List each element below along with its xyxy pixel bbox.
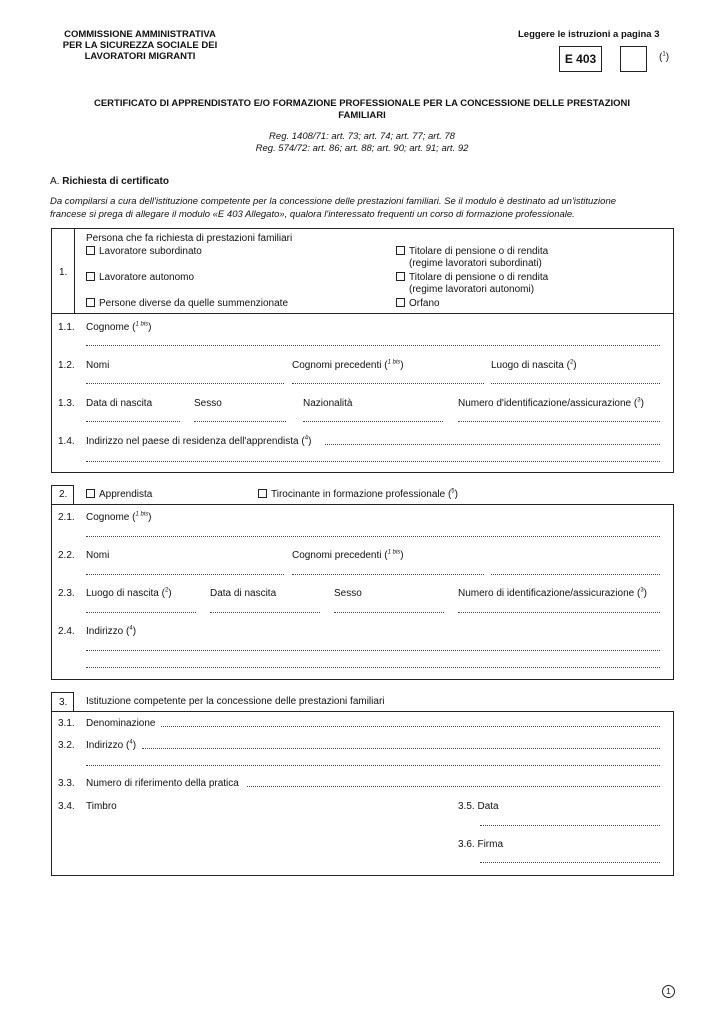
option-self-employed[interactable]	[86, 272, 194, 283]
sup: 1	[662, 51, 666, 58]
date-field[interactable]	[480, 825, 660, 826]
institution-address-field-2[interactable]	[86, 765, 660, 766]
file-reference-label: Numero di riferimento della pratica	[86, 778, 239, 789]
option-label: Persone diverse da quelle summenzionate	[99, 298, 288, 309]
option-trainee[interactable]: Tirocinante in formazione professionale ($^5$)	[258, 489, 458, 500]
label-text: Indirizzo nel paese di residenza dell'apprendista (	[86, 436, 305, 447]
sup: 4	[129, 625, 133, 632]
option-label: Titolare di pensione o di rendita	[409, 246, 549, 257]
section-2-number: 2.	[59, 489, 68, 500]
id-number-field[interactable]	[458, 421, 660, 422]
checkbox[interactable]	[86, 272, 95, 281]
apprentice-id-number-label: Numero di identificazione/assicurazione ($^3$)	[458, 587, 647, 599]
sup: 5	[451, 488, 455, 495]
org-line: PER LA SICUREZZA SOCIALE DEI	[62, 40, 218, 51]
sex-label: Sesso	[194, 398, 222, 409]
checkbox[interactable]	[86, 246, 95, 255]
date-label	[458, 801, 499, 812]
sex-field[interactable]	[194, 421, 286, 422]
section-1-heading: Persona che fa richiesta di prestazioni familiari	[86, 233, 293, 244]
form-code-box	[559, 46, 602, 72]
field-number: 2.3.	[58, 588, 75, 599]
previous-surnames-label: Cognomi precedenti ($^{1 bis}$)	[292, 359, 404, 371]
checkbox[interactable]	[396, 272, 405, 281]
label-text: Numero di identificazione/assicurazione (	[458, 588, 641, 599]
option-label: Apprendista	[99, 489, 153, 500]
page-number	[662, 985, 675, 998]
option-label: Orfano	[409, 298, 440, 309]
instructions-note: Leggere le istruzioni a pagina 3	[518, 29, 660, 40]
checkbox[interactable]	[396, 298, 405, 307]
section-a-heading	[50, 176, 169, 187]
footnote-ref: ($^1$)	[659, 51, 670, 63]
file-reference-field[interactable]	[247, 786, 660, 787]
option-label: Tirocinante in formazione professionale (	[271, 489, 452, 500]
apprentice-birthdate-field[interactable]	[210, 612, 320, 613]
form-extra-box[interactable]	[620, 46, 647, 72]
signature-label	[458, 839, 503, 850]
label-text: Indirizzo (	[86, 740, 130, 751]
residence-address-field[interactable]	[325, 444, 660, 445]
label-text: Cognomi precedenti (	[292, 360, 388, 371]
option-employee[interactable]	[86, 246, 202, 257]
apprentice-previous-surnames-label: Cognomi precedenti ($^{1 bis}$)	[292, 549, 404, 561]
label-text: Firma	[477, 839, 504, 850]
apprentice-surname-label: Cognome ($^{1 bis}$)	[86, 511, 152, 523]
label-text: Cognome (	[86, 512, 136, 523]
apprentice-address-field-2[interactable]	[86, 667, 660, 668]
page-number-text: 1	[666, 987, 671, 996]
institution-name-label: Denominazione	[86, 718, 156, 729]
field-number: 2.2.	[58, 550, 75, 561]
birthplace-label: Luogo di nascita ($^2$)	[491, 359, 577, 371]
regulations	[40, 131, 684, 155]
regulation-line: Reg. 1408/71: art. 73; art. 74; art. 77; art. 78	[269, 131, 455, 142]
option-orphan[interactable]	[396, 298, 440, 309]
names-field[interactable]	[86, 383, 284, 384]
title-line: FAMILIARI	[338, 110, 386, 121]
apprentice-address-field[interactable]	[86, 650, 660, 651]
sup: 1 bis	[135, 321, 149, 328]
birthplace-field[interactable]	[491, 383, 660, 384]
section-prefix: A.	[50, 176, 60, 187]
apprentice-sex-label: Sesso	[334, 588, 362, 599]
label-text: Data	[477, 801, 499, 812]
apprentice-names-field[interactable]	[86, 574, 284, 575]
option-apprentice[interactable]	[86, 489, 152, 500]
residence-address-label: Indirizzo nel paese di residenza dell'apprendista ($^4$)	[86, 435, 312, 447]
section-3-heading: Istituzione competente per la concessione delle prestazioni familiari	[86, 696, 385, 707]
apprentice-surname-field[interactable]	[86, 536, 660, 537]
org-name	[40, 29, 240, 62]
institution-address-field[interactable]	[142, 748, 660, 749]
birthdate-label: Data di nascita	[86, 398, 153, 409]
apprentice-sex-field[interactable]	[334, 612, 444, 613]
section-1-number: 1.	[59, 267, 68, 278]
field-number: 3.5.	[458, 801, 475, 812]
option-label: (regime lavoratori autonomi)	[409, 284, 535, 295]
document-title	[40, 98, 684, 122]
sup: 4	[304, 435, 309, 442]
label-text: Indirizzo (	[86, 626, 130, 637]
title-line: CERTIFICATO DI APPRENDISTATO E/O FORMAZIONE PROFESSIONALE PER LA CONCESSIONE DELLE PRESTAZIONI	[93, 98, 631, 109]
apprentice-birthplace-field[interactable]	[86, 612, 196, 613]
apprentice-birthplace-label: Luogo di nascita ($^2$)	[86, 587, 172, 599]
label-text: Cognomi precedenti (	[292, 550, 388, 561]
label-text: Cognome (	[86, 322, 136, 333]
checkbox[interactable]	[86, 489, 95, 498]
institution-address-label: Indirizzo ($^4$)	[86, 739, 137, 751]
intro-line: Da compilarsi a cura dell'istituzione competente per la concessione delle prestazioni familiari. Se il modulo è destinato ad un'istituzione	[50, 196, 617, 207]
checkbox[interactable]	[86, 298, 95, 307]
sup: 1 bis	[135, 511, 149, 518]
apprentice-address-label: Indirizzo ($^4$)	[86, 625, 137, 637]
sup: 3	[637, 397, 641, 404]
option-label: Titolare di pensione o di rendita	[409, 272, 549, 283]
intro-line: francese si prega di allegare il modulo «E 403 Allegato», qualora l'interessato frequenti un corso di formazione professionale.	[50, 209, 575, 220]
sup: 2	[569, 359, 574, 366]
section-1-divider	[74, 228, 75, 313]
field-number: 3.6.	[458, 839, 475, 850]
nationality-field[interactable]	[303, 421, 443, 422]
label-text: Luogo di nascita (	[86, 588, 165, 599]
apprentice-names-label: Nomi	[86, 550, 110, 561]
names-label: Nomi	[86, 360, 110, 371]
option-label: Lavoratore subordinato	[99, 246, 202, 257]
field-number: 1.4.	[58, 436, 75, 447]
id-number-label: Numero d'identificazione/assicurazione ($^3$)	[458, 397, 644, 409]
option-label: (regime lavoratori subordinati)	[409, 258, 542, 269]
checkbox[interactable]	[258, 489, 267, 498]
field-number: 1.3.	[58, 398, 75, 409]
apprentice-extra-field[interactable]	[491, 574, 660, 575]
option-pension-employee[interactable]	[396, 246, 548, 270]
field-number: 3.1.	[58, 718, 75, 729]
surname-label: Cognome ($^{1 bis}$)	[86, 321, 152, 333]
field-number: 3.4.	[58, 801, 75, 812]
stamp-label: Timbro	[86, 801, 117, 812]
field-number: 1.2.	[58, 360, 75, 371]
nationality-label: Nazionalità	[303, 398, 353, 409]
section-3-number: 3.	[59, 697, 68, 708]
section-a-intro	[50, 195, 616, 221]
sup: 3	[640, 587, 644, 594]
birthdate-field[interactable]	[86, 421, 180, 422]
field-number: 1.1.	[58, 322, 75, 333]
sup: 1 bis	[387, 549, 401, 556]
surname-field[interactable]	[86, 345, 660, 346]
form-code: E 403	[564, 52, 597, 66]
section-3-fields-box	[51, 711, 674, 876]
checkbox[interactable]	[396, 246, 405, 255]
previous-surnames-field[interactable]	[292, 383, 484, 384]
label-text: Luogo di nascita (	[491, 360, 570, 371]
option-other-persons[interactable]	[86, 298, 288, 309]
sup: 2	[164, 587, 169, 594]
field-number: 2.4.	[58, 626, 75, 637]
field-number: 3.3.	[58, 778, 75, 789]
org-line: COMMISSIONE AMMINISTRATIVA	[64, 29, 216, 40]
institution-name-field[interactable]	[161, 726, 660, 727]
option-label: Lavoratore autonomo	[99, 272, 195, 283]
org-line: LAVORATORI MIGRANTI	[84, 51, 196, 62]
option-pension-self-employed[interactable]	[396, 272, 548, 296]
apprentice-birthdate-label: Data di nascita	[210, 588, 277, 599]
apprentice-id-number-field[interactable]	[458, 612, 660, 613]
signature-field[interactable]	[480, 862, 660, 863]
regulation-line: Reg. 574/72: art. 86; art. 88; art. 90; art. 91; art. 92	[255, 143, 469, 154]
section-title: Richiesta di certificato	[62, 176, 169, 187]
apprentice-previous-surnames-field[interactable]	[292, 574, 484, 575]
sup: 1 bis	[387, 359, 401, 366]
section-1-fields-box	[51, 313, 674, 473]
sup: 4	[129, 739, 133, 746]
field-number: 2.1.	[58, 512, 75, 523]
field-number: 3.2.	[58, 740, 75, 751]
residence-address-field-2[interactable]	[86, 461, 660, 462]
label-text: Numero d'identificazione/assicurazione (	[458, 398, 638, 409]
